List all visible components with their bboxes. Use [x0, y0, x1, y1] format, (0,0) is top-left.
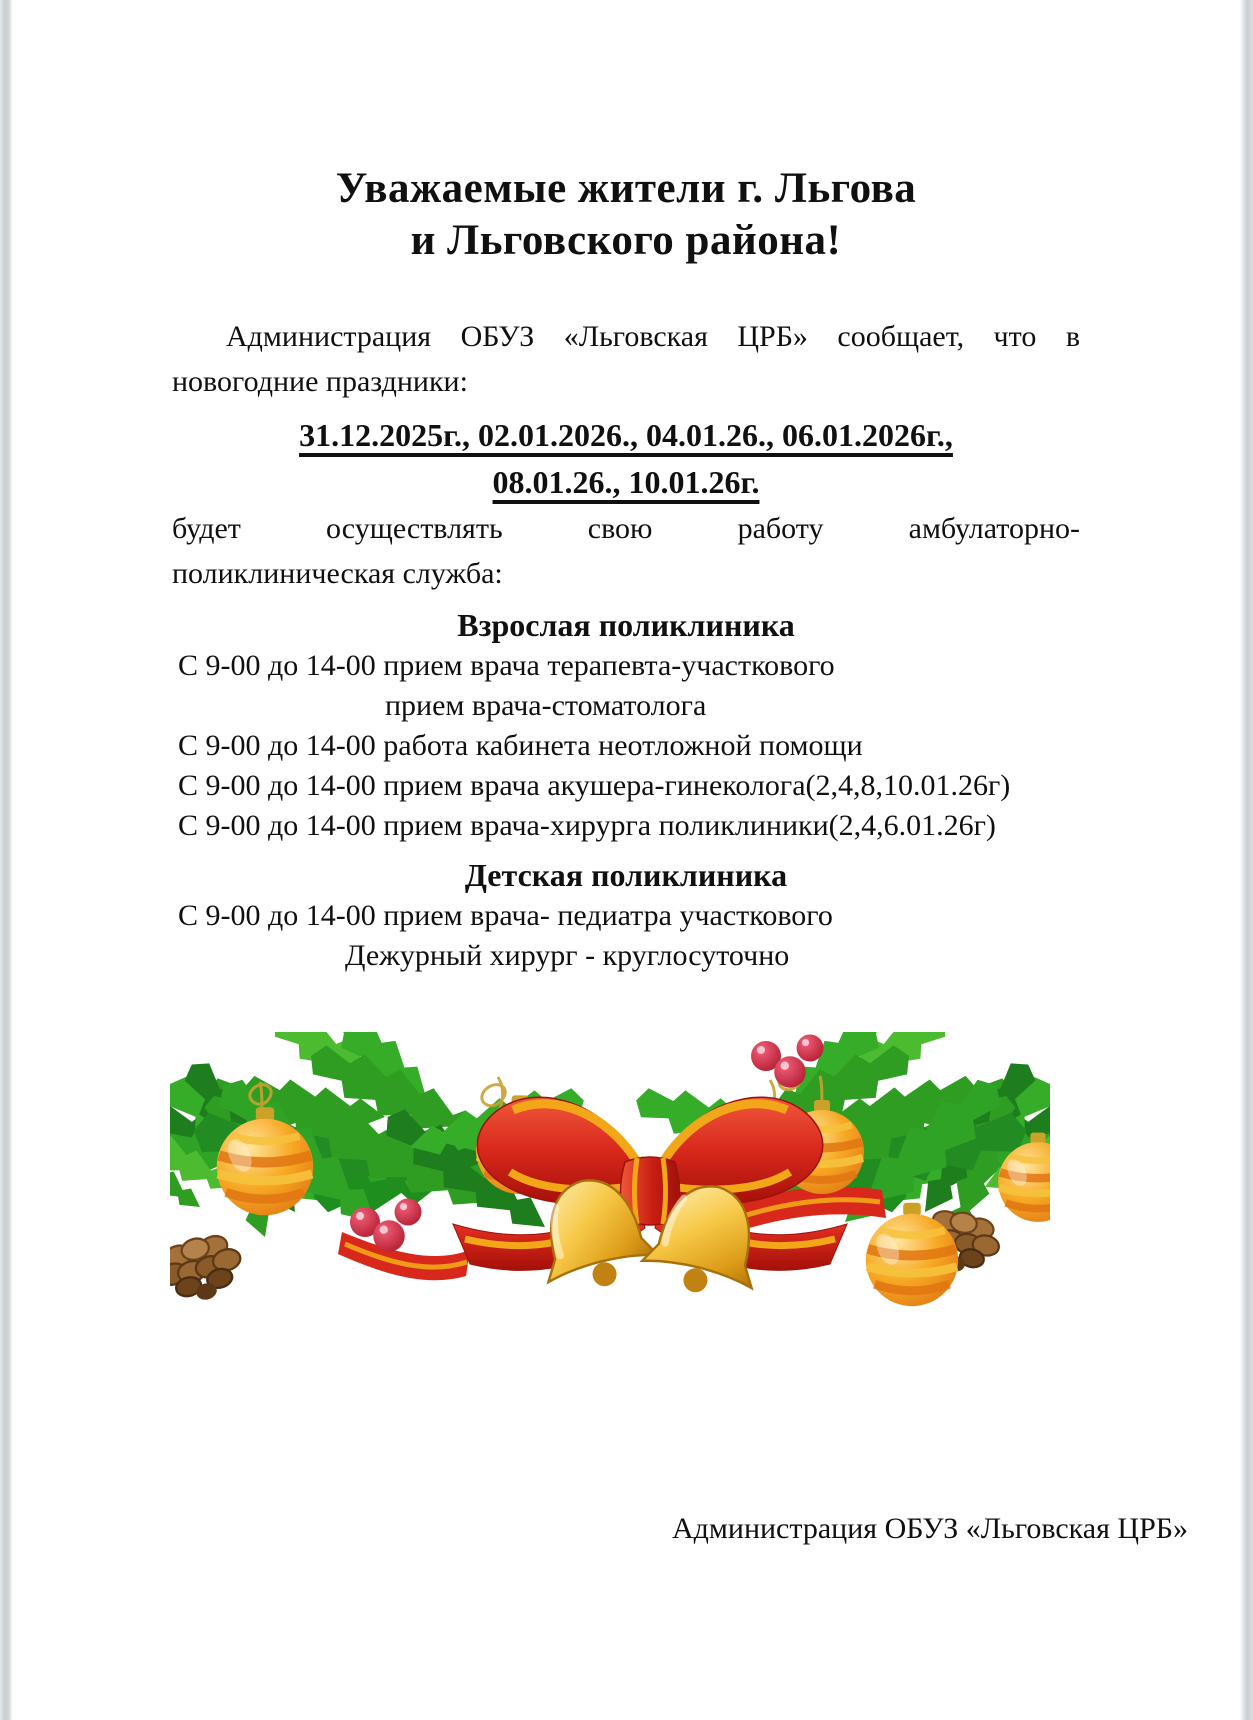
adult-clinic-item: прием врача-стоматолога	[385, 688, 707, 722]
page-title	[172, 163, 1080, 268]
christmas-garland-illustration	[170, 1032, 1050, 1327]
intro-paragraph	[172, 314, 1080, 404]
document-page	[172, 0, 1080, 1327]
children-clinic-item: С 9-00 до 14-00 прием врача- педиатра участкового	[178, 898, 833, 932]
page-left-edge	[0, 0, 13, 1720]
page-right-edge	[1240, 0, 1253, 1720]
children-clinic-heading: Детская поликлиника	[464, 856, 788, 893]
adult-clinic-item: С 9-00 до 14-00 прием врача терапевта-участкового	[178, 648, 835, 682]
adult-clinic-item: С 9-00 до 14-00 прием врача акушера-гинеколога(2,4,8,10.01.26г)	[178, 768, 1011, 802]
adult-clinic-item: С 9-00 до 14-00 работа кабинета неотложной помощи	[178, 728, 863, 762]
title-line-1: Уважаемые жители г. Льгова	[335, 165, 917, 212]
holiday-dates-line-2: 08.01.26., 10.01.26г.	[492, 463, 760, 500]
children-clinic-item: Дежурный хирург - круглосуточно	[345, 938, 790, 972]
holiday-dates	[172, 412, 1080, 506]
intro-line-2: новогодние праздники:	[172, 364, 468, 398]
service-line-2: поликлиническая служба:	[172, 556, 503, 590]
adult-clinic-item: С 9-00 до 14-00 прием врача-хирурга поликлиники(2,4,6.01.26г)	[178, 808, 996, 842]
title-line-2: и Льговского района!	[410, 217, 842, 265]
service-line-1: будет осуществлять свою работу амбулаторно-	[172, 511, 1080, 545]
signature: Администрация ОБУЗ «Льговская ЦРБ»	[671, 1512, 1188, 1545]
christmas-garland-svg	[170, 1032, 1050, 1327]
holiday-dates-line-1: 31.12.2025г., 02.01.2026., 04.01.26., 06.01.2026г.,	[299, 416, 953, 453]
service-paragraph	[172, 506, 1080, 596]
adult-clinic-heading: Взрослая поликлиника	[457, 606, 795, 643]
intro-line-1: Администрация ОБУЗ «Льговская ЦРБ» сообщает, что в	[226, 319, 1080, 353]
